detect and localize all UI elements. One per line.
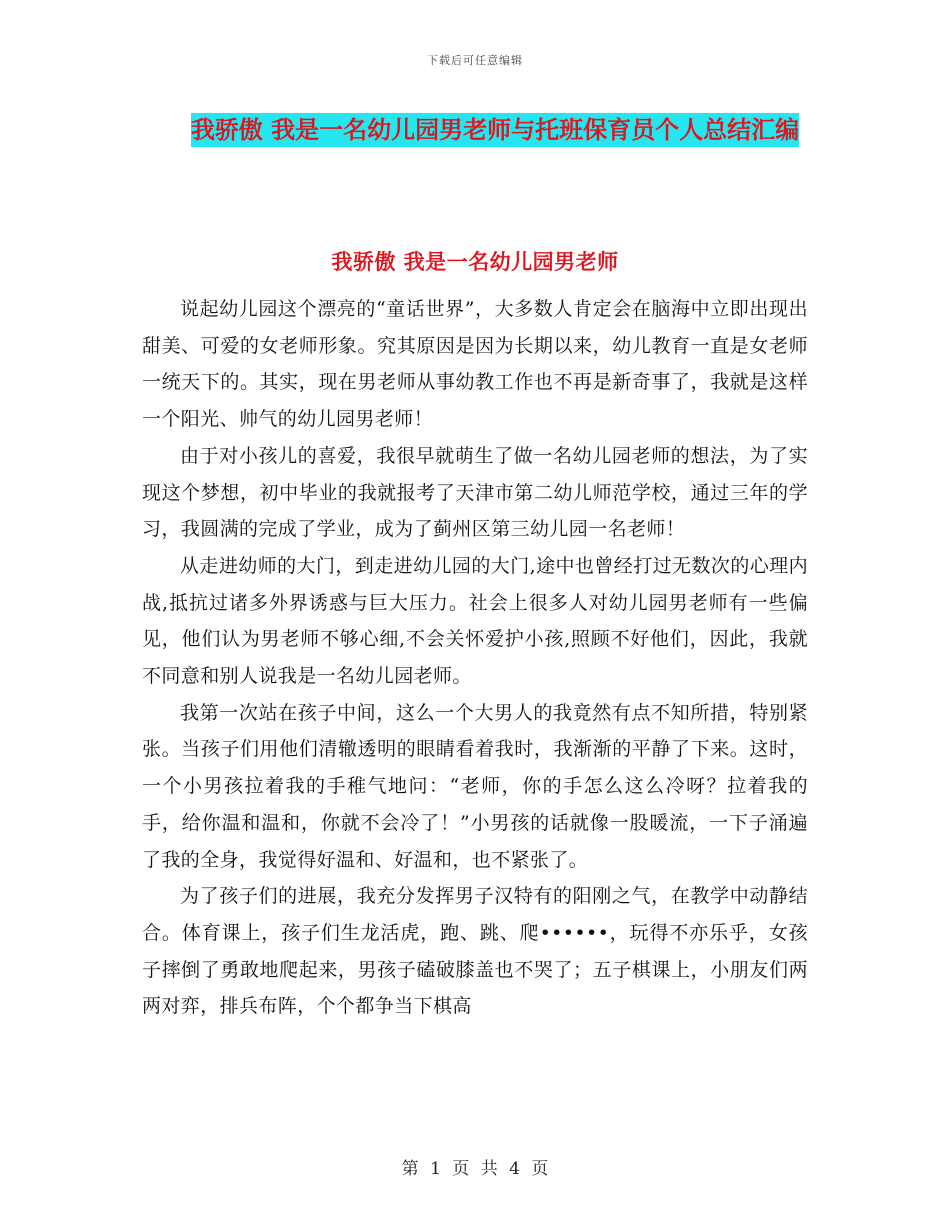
paragraph: 由于对小孩儿的喜爱，我很早就萌生了做一名幼儿园老师的想法，为了实现这个梦想，初中毕业的我就报考了天津市第二幼儿师范学校，通过三年的学习，我圆满的完成了学业，成为了蓟州区第三幼儿园一名老师！ <box>142 444 808 541</box>
page-number-footer: 第 1 页 共 4 页 <box>401 1159 549 1179</box>
paragraph: 说起幼儿园这个漂亮的“童话世界”，大多数人肯定会在脑海中立即出现出甜美、可爱的女老师形象。究其原因是因为长期以来，幼儿教育一直是女老师一统天下的。其实，现在男老师从事幼教工作也不再是新奇事了，我就是这样一个阳光、帅气的幼儿园男老师！ <box>142 298 808 431</box>
paragraph: 我第一次站在孩子中间，这么一个大男人的我竟然有点不知所措，特别紧张。当孩子们用他们清辙透明的眼睛看着我时，我渐渐的平静了下来。这时，一个小男孩拉着我的手稚气地问：“老师，你的手怎么这么冷呀？拉着我的手，给你温和温和，你就不会冷了！”小男孩的话就像一股暖流，一下子涌遍了我的全身，我觉得好温和、好温和，也不紧张了。 <box>142 701 808 871</box>
document-title <box>140 108 850 152</box>
document-body <box>142 291 808 1025</box>
document-title-highlight: 我骄傲 我是一名幼儿园男老师与托班保育员个人总结汇编 <box>191 113 799 147</box>
paragraph: 为了孩子们的进展，我充分发挥男子汉特有的阳刚之气，在教学中动静结合。体育课上，孩子们生龙活虎，跑、跳、爬••••••，玩得不亦乐乎，女孩子摔倒了勇敢地爬起来，男孩子磕破膝盖也不哭了；五子棋课上，小朋友们两两对弈，排兵布阵，个个都争当下棋高 <box>142 885 808 1018</box>
section-title: 我骄傲 我是一名幼儿园男老师 <box>331 250 619 274</box>
paragraph: 从走进幼师的大门，到走进幼儿园的大门,途中也曾经打过无数次的心理内战,抵抗过诸多外界诱惑与巨大压力。社会上很多人对幼儿园男老师有一些偏见，他们认为男老师不够心细,不会关怀爱护小孩,照顾不好他们，因此，我就不同意和别人说我是一名幼儿园老师。 <box>142 554 808 688</box>
page-header-note: 下载后可任意编辑 <box>427 54 523 67</box>
